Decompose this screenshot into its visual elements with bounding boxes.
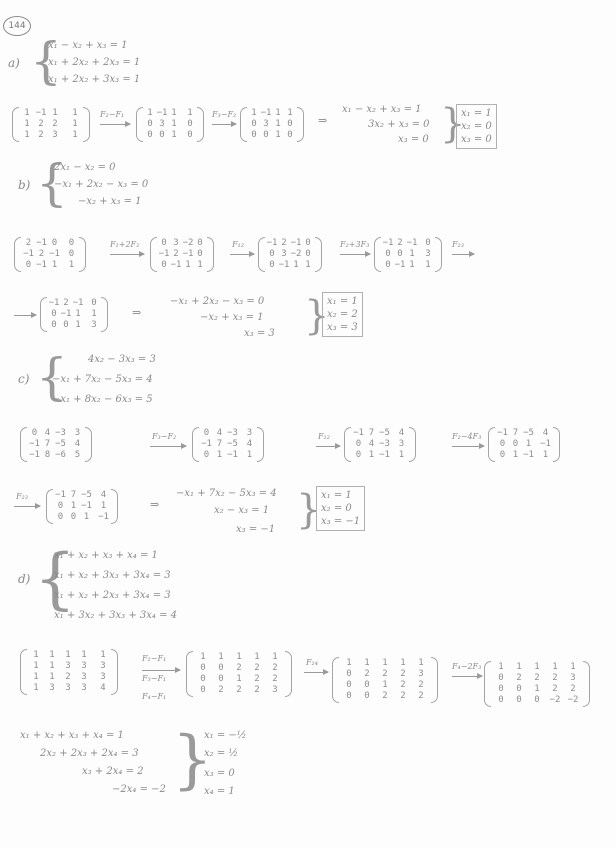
part-b-op1: F₁+2F₂ (110, 240, 140, 249)
part-b-solution-box (322, 292, 363, 337)
part-d-red4: −2x₄ = −2 (112, 784, 166, 795)
part-d-red1: x₁ + x₂ + x₃ + x₄ = 1 (20, 730, 124, 741)
part-c-eq3: −x₁ + 8x₂ − 6x₃ = 5 (52, 394, 153, 405)
part-a-op1: F₂−F₁ (100, 110, 125, 119)
part-d-sol1: x₁ = −½ (204, 730, 247, 741)
part-b-close-brace: { (304, 293, 330, 339)
part-d-red2: 2x₂ + 2x₃ + 2x₄ = 3 (40, 748, 139, 759)
part-c-label: c) (18, 372, 30, 386)
part-b-arrow5 (14, 315, 36, 316)
part-b-arrow1 (110, 254, 144, 255)
part-c-matrix3: −1 7 −5 4 0 4 −3 3 0 1 −1 1 (352, 428, 408, 461)
part-b-label: b) (18, 178, 31, 192)
part-c-sol2: x₂ = 0 (321, 503, 352, 514)
part-c-arrow3 (452, 446, 484, 447)
part-b-matrix4: −1 2 −1 0 0 0 1 3 0 −1 1 1 (382, 238, 434, 271)
part-d-matrix1: 1 1 1 1 1 1 1 3 3 3 1 1 2 3 3 1 3 3 3 4 (28, 650, 110, 694)
part-b-arrow2 (230, 254, 254, 255)
part-d-sol2: x₂ = ½ (204, 748, 239, 759)
part-a-eq2: x₁ + 2x₂ + 2x₃ = 1 (48, 57, 141, 68)
part-c-implies: ⇒ (150, 498, 160, 511)
part-c-solution-box (316, 486, 365, 531)
part-b-implies: ⇒ (132, 306, 142, 319)
part-a-red2: 3x₂ + x₃ = 0 (368, 119, 430, 130)
part-d-sol3: x₃ = 0 (204, 768, 235, 779)
part-c-matrix1: 0 4 −3 3 −1 7 −5 4 −1 8 −6 5 (28, 428, 84, 461)
part-d-op1c: F₄−F₁ (142, 692, 167, 701)
part-c-matrix4: −1 7 −5 4 0 0 1 −1 0 1 −1 1 (496, 428, 552, 461)
part-d-arrow1 (142, 670, 180, 671)
part-a-sol2: x₂ = 0 (461, 121, 492, 132)
part-c-sol3: x₃ = −1 (321, 516, 361, 527)
part-d-sol4: x₄ = 1 (204, 786, 235, 797)
part-a-op2: F₃−F₂ (212, 110, 237, 119)
part-a-eq3: x₁ + 2x₂ + 3x₃ = 1 (48, 74, 141, 85)
part-d-arrow2 (304, 672, 328, 673)
part-d-eq1: x₁ + x₂ + x₃ + x₄ = 1 (54, 550, 158, 561)
part-b-eq1: 2x₁ − x₂ = 0 (54, 162, 116, 173)
part-a-brace: { (30, 32, 62, 90)
part-b-matrix1: 2 −1 0 0 −1 2 −1 0 0 −1 1 1 (22, 238, 78, 271)
part-b-op2: F₁₂ (232, 240, 244, 249)
part-b-brace: { (36, 154, 68, 212)
part-c-op1: F₃−F₂ (152, 432, 177, 441)
part-b-op3: F₂+3F₃ (340, 240, 370, 249)
part-a-matrix2: 1 −1 1 1 0 3 1 0 0 0 1 0 (144, 108, 196, 141)
part-c-arrow1 (150, 446, 186, 447)
part-d-label: d) (18, 572, 31, 586)
part-d-arrow3 (452, 676, 482, 677)
part-b-op4: F₂₃ (452, 240, 464, 249)
part-a-implies: ⇒ (318, 114, 328, 127)
part-a-arrow2 (212, 124, 236, 125)
part-b-matrix5: −1 2 −1 0 0 −1 1 1 0 0 1 3 (48, 298, 100, 331)
part-b-arrow3 (340, 254, 370, 255)
part-c-op3: F₂−4F₃ (452, 432, 482, 441)
part-d-matrix2: 1 1 1 1 1 0 0 2 2 2 0 0 1 2 2 0 2 2 2 3 (194, 652, 284, 696)
part-c-matrix2: 0 4 −3 3 −1 7 −5 4 0 1 −1 1 (200, 428, 256, 461)
part-b-matrix3: −1 2 −1 0 0 3 −2 0 0 −1 1 1 (266, 238, 314, 271)
part-d-op2: F₂₄ (306, 658, 318, 667)
part-a-solution-box (456, 104, 497, 149)
part-c-close-brace: { (296, 487, 322, 533)
part-d-op3: F₄−2F₃ (452, 662, 482, 671)
part-c-eq2: −x₁ + 7x₂ − 5x₃ = 4 (52, 374, 153, 385)
part-d-brace: { (34, 540, 76, 617)
exercise-number: 144 (3, 16, 31, 36)
part-a-arrow1 (100, 124, 130, 125)
part-a-eq1: x₁ − x₂ + x₃ = 1 (48, 40, 128, 51)
part-c-red3: x₃ = −1 (236, 524, 276, 535)
part-b-red2: −x₂ + x₃ = 1 (200, 312, 264, 323)
part-c-op4: F₂₃ (16, 492, 28, 501)
part-a-label: a) (8, 56, 20, 70)
part-b-sol2: x₂ = 2 (327, 309, 358, 320)
part-b-eq2: −x₁ + 2x₂ − x₃ = 0 (54, 179, 149, 190)
part-a-sol1: x₁ = 1 (461, 108, 492, 119)
part-b-matrix2: 0 3 −2 0 −1 2 −1 0 0 −1 1 1 (158, 238, 206, 271)
part-a-matrix3: 1 −1 1 1 0 3 1 0 0 0 1 0 (248, 108, 296, 141)
part-c-red1: −x₁ + 7x₂ − 5x₃ = 4 (176, 488, 277, 499)
part-b-sol1: x₁ = 1 (327, 296, 358, 307)
part-d-eq3: x₁ + x₂ + 2x₃ + 3x₄ = 3 (54, 590, 171, 601)
part-b-red3: x₃ = 3 (244, 328, 275, 339)
part-a-close-brace: { (440, 101, 466, 147)
part-b-red1: −x₁ + 2x₂ − x₃ = 0 (170, 296, 265, 307)
part-c-eq1: 4x₂ − 3x₃ = 3 (88, 354, 156, 365)
part-d-matrix3: 1 1 1 1 1 0 2 2 2 3 0 0 1 2 2 0 0 2 2 2 (340, 658, 430, 702)
part-d-close-brace: { (172, 723, 213, 797)
part-d-eq2: x₁ + x₂ + 3x₃ + 3x₄ = 3 (54, 570, 171, 581)
part-c-matrix5: −1 7 −5 4 0 1 −1 1 0 0 1 −1 (54, 490, 110, 523)
part-a-red1: x₁ − x₂ + x₃ = 1 (342, 104, 422, 115)
part-d-matrix4: 1 1 1 1 1 0 2 2 2 3 0 0 1 2 2 0 0 0 −2 −2 (492, 662, 582, 706)
part-c-arrow2 (316, 446, 340, 447)
part-c-brace: { (36, 348, 68, 406)
part-a-sol3: x₃ = 0 (461, 134, 492, 145)
part-a-matrix1: 1 −1 1 1 1 2 2 1 1 2 3 1 (20, 108, 82, 141)
part-d-eq4: x₁ + 3x₂ + 3x₃ + 3x₄ = 4 (54, 610, 177, 621)
part-c-arrow4 (14, 506, 40, 507)
part-b-eq3: −x₂ + x₃ = 1 (78, 196, 142, 207)
part-d-op1: F₂−F₁ (142, 654, 167, 663)
part-c-red2: x₂ − x₃ = 1 (214, 505, 270, 516)
part-c-op2: F₁₂ (318, 432, 330, 441)
part-c-sol1: x₁ = 1 (321, 490, 352, 501)
part-b-arrow4 (452, 254, 474, 255)
part-d-op1b: F₃−F₁ (142, 674, 167, 683)
part-d-red3: x₃ + 2x₄ = 2 (82, 766, 144, 777)
part-a-red3: x₃ = 0 (398, 134, 429, 145)
part-b-sol3: x₃ = 3 (327, 322, 358, 333)
